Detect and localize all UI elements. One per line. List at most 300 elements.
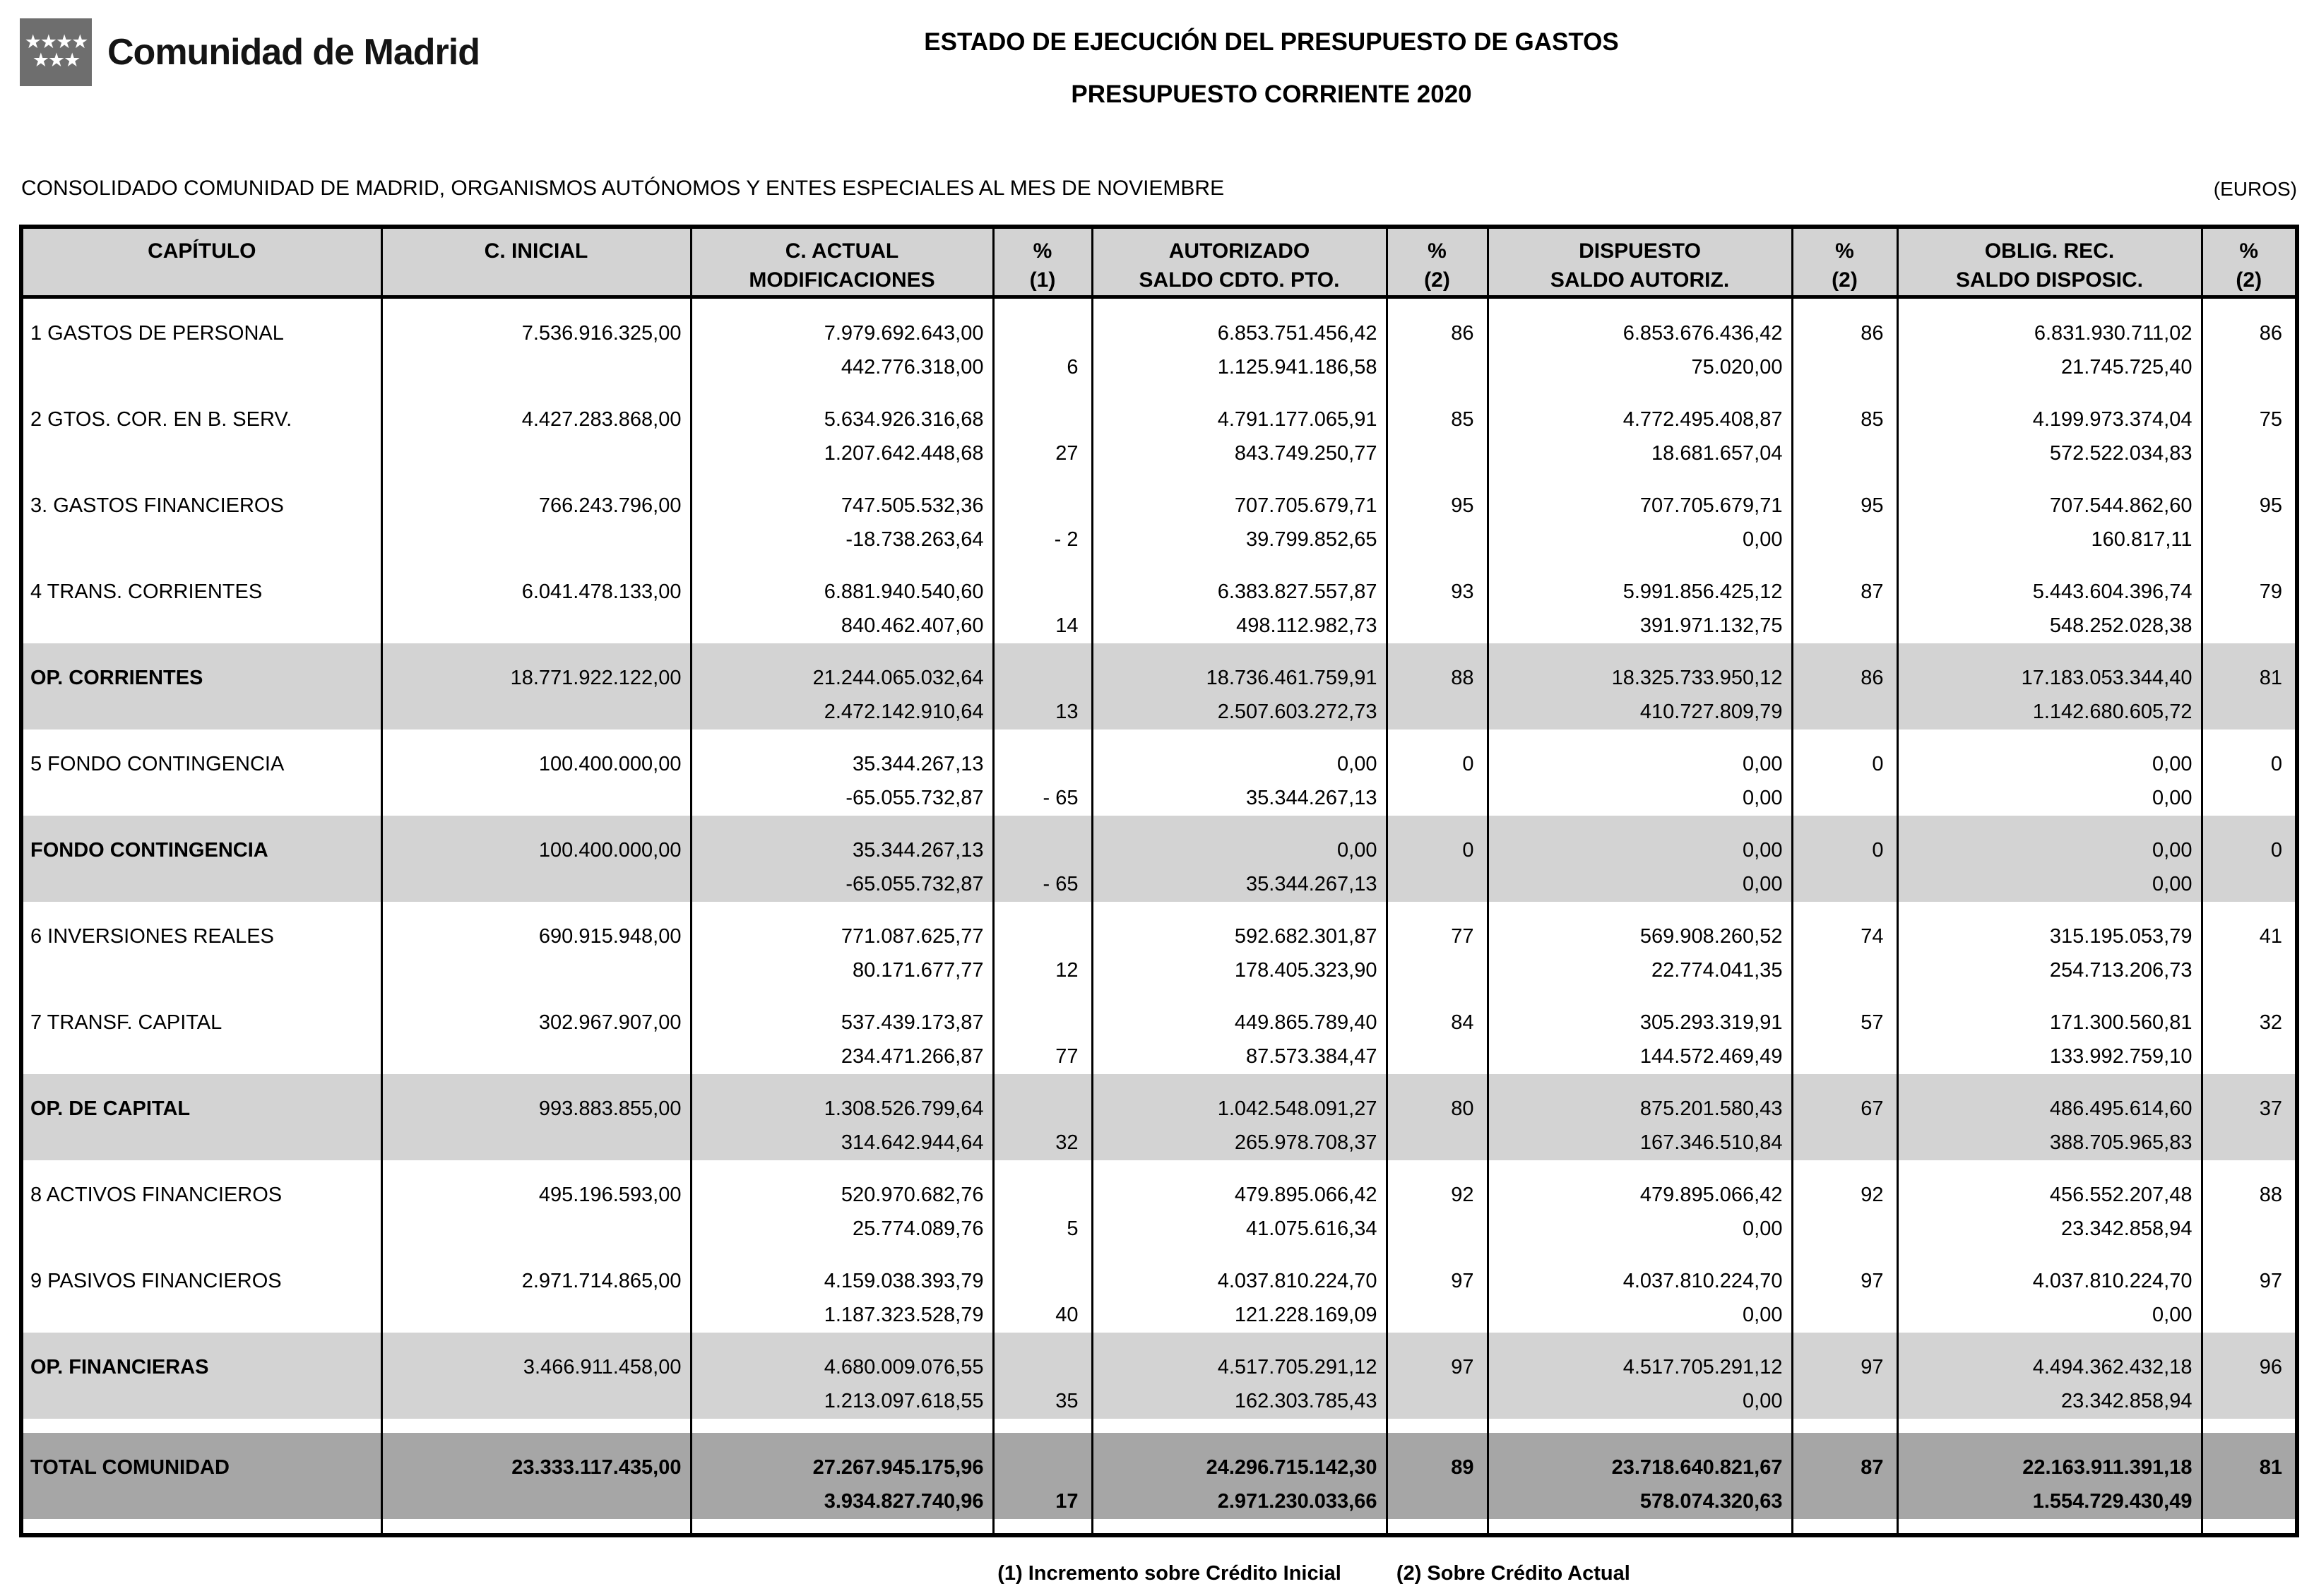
cell-line: 89 [1451, 1456, 1474, 1479]
cell-line [383, 1297, 690, 1333]
cell-line [23, 1383, 381, 1419]
column-header-text [23, 266, 381, 295]
cell-c-actual [691, 1333, 993, 1419]
cell-autorizado [1092, 1333, 1387, 1419]
cell-c-actual [691, 1433, 993, 1519]
column-header-text: % [1033, 239, 1052, 263]
cell-line [1793, 1484, 1897, 1519]
cell-line: 12 [1055, 959, 1079, 982]
cell-line: 520.970.682,76 [841, 1184, 984, 1206]
cell-oblig-rec [1897, 385, 2202, 471]
cell-line: 22.774.041,35 [1651, 959, 1783, 982]
cell-pct-dispuesto [1792, 385, 1897, 471]
spacer-cell [1897, 1419, 2202, 1433]
cell-line: 35.344.267,13 [853, 753, 984, 775]
cell-line: 41 [2259, 925, 2282, 948]
cell-line: 25.774.089,76 [853, 1217, 984, 1240]
cell-line [1793, 1039, 1897, 1074]
cell-line [2203, 436, 2296, 471]
cell-autorizado [1092, 902, 1387, 988]
column-header-0 [21, 227, 381, 297]
cell-line: 18.681.657,04 [1651, 442, 1783, 465]
cell-oblig-rec [1897, 297, 2202, 386]
cell-line: 1.207.642.448,68 [824, 442, 984, 465]
cell-pct-modif [993, 643, 1092, 729]
cell-line [2203, 953, 2296, 988]
cell-c-inicial [381, 643, 691, 729]
cell-line [1388, 694, 1487, 729]
cell-line: 7.979.692.643,00 [824, 322, 984, 345]
cell-line: 86 [2259, 322, 2282, 345]
cell-pct-dispuesto [1792, 557, 1897, 643]
cell-line: 41.075.616,34 [1246, 1217, 1377, 1240]
cell-line [23, 350, 381, 385]
spacer-cell [691, 1519, 993, 1535]
cell-line: 1.187.323.528,79 [824, 1304, 984, 1326]
cell-line: 391.971.132,75 [1639, 614, 1783, 637]
cell-line: 6 INVERSIONES REALES [30, 925, 274, 948]
cell-dispuesto [1488, 643, 1792, 729]
cell-pct-oblig [2202, 297, 2297, 386]
cell-line [2203, 1039, 2296, 1074]
cell-line: 171.300.560,81 [2049, 1011, 2193, 1034]
cell-pct-oblig [2202, 643, 2297, 729]
cell-line [383, 1125, 690, 1160]
cell-line [1388, 1125, 1487, 1160]
cell-line: 0,00 [1743, 528, 1783, 551]
cell-pct-dispuesto [1792, 816, 1897, 902]
cell-line [2203, 1297, 2296, 1333]
cell-line: -65.055.732,87 [846, 787, 984, 809]
cell-pct-oblig [2202, 902, 2297, 988]
cell-line [2203, 1484, 2296, 1519]
column-header-text: DISPUESTO [1579, 239, 1701, 263]
cell-line: 97 [1451, 1270, 1474, 1292]
cell-line [995, 748, 1091, 780]
cell-line: 32 [2259, 1011, 2282, 1034]
cell-line [1793, 694, 1897, 729]
cell-capitulo [21, 643, 381, 729]
cell-pct-modif [993, 1333, 1092, 1419]
spacer-cell [21, 1419, 381, 1433]
cell-line: 456.552.207,48 [2049, 1184, 2193, 1206]
spacer-cell [2202, 1419, 2297, 1433]
cell-line [1793, 1211, 1897, 1246]
cell-line [1793, 867, 1897, 902]
cell-line: 840.462.407,60 [841, 614, 984, 637]
cell-line: 80.171.677,77 [853, 959, 984, 982]
table-row [21, 557, 2297, 643]
cell-dispuesto [1488, 1246, 1792, 1333]
table-row [21, 816, 2297, 902]
cell-pct-modif [993, 902, 1092, 988]
cell-line: 18.736.461.759,91 [1206, 667, 1377, 689]
cell-capitulo [21, 471, 381, 557]
cell-c-actual [691, 297, 993, 386]
cell-line: 4.037.810.224,70 [1622, 1270, 1783, 1292]
cell-line: 1.213.097.618,55 [824, 1390, 984, 1412]
column-header-text [383, 266, 690, 295]
cell-c-inicial [381, 471, 691, 557]
cell-line [23, 1125, 381, 1160]
table-row [21, 643, 2297, 729]
cell-line: 6.041.478.133,00 [521, 580, 682, 603]
cell-line [2203, 608, 2296, 643]
cell-pct-autorizado [1387, 1333, 1488, 1419]
cell-line: 0,00 [1743, 787, 1783, 809]
cell-line: 0,00 [1743, 1217, 1783, 1240]
spacer-row [21, 1519, 2297, 1535]
cell-line: 35.344.267,13 [853, 839, 984, 862]
cell-pct-dispuesto [1792, 1433, 1897, 1519]
cell-dispuesto [1488, 729, 1792, 816]
cell-line: 18.325.733.950,12 [1611, 667, 1783, 689]
cell-line [1793, 350, 1897, 385]
cell-line [1793, 1125, 1897, 1160]
cell-line: 100.400.000,00 [538, 753, 682, 775]
cell-c-inicial [381, 385, 691, 471]
cell-line: 707.705.679,71 [1234, 494, 1377, 517]
spacer-cell [1092, 1519, 1387, 1535]
cell-autorizado [1092, 643, 1387, 729]
cell-c-actual [691, 729, 993, 816]
cell-line [23, 694, 381, 729]
cell-autorizado [1092, 557, 1387, 643]
cell-line: 2.472.142.910,64 [824, 701, 984, 723]
cell-oblig-rec [1897, 988, 2202, 1074]
cell-line: 35.344.267,13 [1246, 787, 1377, 809]
table-row [21, 729, 2297, 816]
cell-line: - 65 [1043, 787, 1079, 809]
cell-line [995, 662, 1091, 694]
cell-line [1388, 1484, 1487, 1519]
cell-line: 14 [1055, 614, 1079, 637]
cell-line: 7 TRANSF. CAPITAL [30, 1011, 222, 1034]
column-header-7 [1792, 227, 1897, 297]
cell-line: 4.772.495.408,87 [1622, 408, 1783, 431]
cell-line: 305.293.319,91 [1639, 1011, 1783, 1034]
cell-oblig-rec [1897, 1333, 2202, 1419]
cell-line [23, 1484, 381, 1519]
cell-line: 95 [1861, 494, 1884, 517]
budget-execution-table [19, 225, 2299, 1537]
table-row [21, 1160, 2297, 1246]
cell-line: 0,00 [1337, 839, 1377, 862]
madrid-flag-icon [20, 18, 92, 86]
cell-line: 0,00 [1743, 1390, 1783, 1412]
cell-line: 160.817,11 [2091, 528, 2193, 551]
cell-line: 315.195.053,79 [2049, 925, 2193, 948]
cell-line [995, 576, 1091, 608]
cell-line: 4.037.810.224,70 [1217, 1270, 1377, 1292]
cell-line: 18.771.922.122,00 [510, 667, 682, 689]
cell-line: 0 [1872, 753, 1884, 775]
cell-line: 4.199.973.374,04 [2032, 408, 2193, 431]
column-header-3 [993, 227, 1092, 297]
cell-oblig-rec [1897, 471, 2202, 557]
cell-pct-autorizado [1387, 1160, 1488, 1246]
cell-line: 93 [1451, 580, 1474, 603]
cell-line: 23.342.858,94 [2061, 1390, 2193, 1412]
cell-line [23, 780, 381, 816]
cell-line: 479.895.066,42 [1639, 1184, 1783, 1206]
cell-line: 144.572.469,49 [1639, 1045, 1783, 1068]
cell-line: 1.308.526.799,64 [824, 1097, 984, 1120]
cell-line: 6.383.827.557,87 [1217, 580, 1377, 603]
cell-line: 265.978.708,37 [1234, 1131, 1377, 1154]
cell-autorizado [1092, 1246, 1387, 1333]
cell-pct-modif [993, 1074, 1092, 1160]
spacer-cell [1897, 1519, 2202, 1535]
cell-line [383, 608, 690, 643]
cell-line: 167.346.510,84 [1639, 1131, 1783, 1154]
cell-line: 2.971.230.033,66 [1217, 1490, 1377, 1513]
cell-line: OP. DE CAPITAL [30, 1097, 191, 1120]
cell-c-inicial [381, 729, 691, 816]
cell-line [23, 608, 381, 643]
spacer-cell [2202, 1519, 2297, 1535]
cell-line [1388, 953, 1487, 988]
cell-pct-modif [993, 1160, 1092, 1246]
column-header-text: % [1835, 239, 1854, 263]
cell-capitulo [21, 1246, 381, 1333]
cell-line: 32 [1055, 1131, 1079, 1154]
cell-line: -65.055.732,87 [846, 873, 984, 895]
cell-oblig-rec [1897, 902, 2202, 988]
cell-line [995, 920, 1091, 953]
cell-pct-dispuesto [1792, 988, 1897, 1074]
cell-line: 0,00 [2152, 839, 2193, 862]
cell-line [1388, 780, 1487, 816]
cell-c-inicial [381, 1333, 691, 1419]
cell-line: 4.680.009.076,55 [824, 1356, 984, 1378]
cell-line: 707.544.862,60 [2049, 494, 2193, 517]
cell-line [995, 1092, 1091, 1125]
cell-line [2203, 1383, 2296, 1419]
cell-line: 5 FONDO CONTINGENCIA [30, 753, 285, 775]
cell-line: 0,00 [1743, 1304, 1783, 1326]
cell-oblig-rec [1897, 643, 2202, 729]
cell-pct-dispuesto [1792, 1246, 1897, 1333]
cell-pct-oblig [2202, 1074, 2297, 1160]
cell-line [1793, 436, 1897, 471]
consolidation-subtitle: CONSOLIDADO COMUNIDAD DE MADRID, ORGANISMOS AUTÓNOMOS Y ENTES ESPECIALES AL MES DE NOVIEMBRE [21, 177, 1225, 200]
cell-pct-modif [993, 385, 1092, 471]
spacer-cell [993, 1519, 1092, 1535]
cell-line: 27.267.945.175,96 [812, 1456, 984, 1479]
cell-line [1793, 1297, 1897, 1333]
column-header-text: AUTORIZADO [1168, 239, 1310, 263]
cell-pct-modif [993, 297, 1092, 386]
spacer-cell [21, 1519, 381, 1535]
cell-line: 875.201.580,43 [1639, 1097, 1783, 1120]
cell-line: 22.163.911.391,18 [2022, 1456, 2193, 1479]
cell-line: 37 [2259, 1097, 2282, 1120]
cell-c-inicial [381, 297, 691, 386]
cell-line [383, 867, 690, 902]
column-header-text: CAPÍTULO [148, 239, 256, 263]
cell-pct-dispuesto [1792, 1160, 1897, 1246]
cell-pct-autorizado [1387, 643, 1488, 729]
cell-line: 100.400.000,00 [538, 839, 682, 862]
cell-line [2203, 1211, 2296, 1246]
cell-pct-modif [993, 729, 1092, 816]
cell-line: FONDO CONTINGENCIA [30, 839, 268, 862]
cell-line: 87 [1861, 580, 1884, 603]
cell-line: 747.505.532,36 [841, 494, 984, 517]
cell-line: 3. GASTOS FINANCIEROS [30, 494, 284, 517]
cell-pct-dispuesto [1792, 902, 1897, 988]
cell-line: 486.495.614,60 [2049, 1097, 2193, 1120]
cell-dispuesto [1488, 1433, 1792, 1519]
cell-line: 24.296.715.142,30 [1206, 1456, 1377, 1479]
flag-stars-row-top: ★★★★ [24, 31, 88, 52]
cell-line [995, 489, 1091, 522]
cell-oblig-rec [1897, 1433, 2202, 1519]
column-header-2 [691, 227, 993, 297]
cell-line: 2 GTOS. COR. EN B. SERV. [30, 408, 292, 431]
cell-line [383, 1211, 690, 1246]
cell-line: 690.915.948,00 [538, 925, 682, 948]
cell-line: 77 [1451, 925, 1474, 948]
cell-line: 0,00 [1743, 753, 1783, 775]
cell-line [383, 350, 690, 385]
spacer-cell [1092, 1419, 1387, 1433]
cell-pct-autorizado [1387, 471, 1488, 557]
cell-line: 80 [1451, 1097, 1474, 1120]
cell-line: 0 [1462, 753, 1474, 775]
cell-line: 1 GASTOS DE PERSONAL [30, 322, 284, 345]
cell-line [23, 1211, 381, 1246]
cell-pct-oblig [2202, 471, 2297, 557]
cell-line [2203, 1125, 2296, 1160]
cell-line: 766.243.796,00 [538, 494, 682, 517]
column-header-text: C. INICIAL [484, 239, 588, 263]
cell-pct-oblig [2202, 816, 2297, 902]
column-header-text: (2) [1424, 268, 1450, 292]
cell-line: 57 [1861, 1011, 1884, 1034]
cell-line: 537.439.173,87 [841, 1011, 984, 1034]
cell-line: 302.967.907,00 [538, 1011, 682, 1034]
cell-line: 75.020,00 [1691, 356, 1783, 379]
cell-pct-oblig [2202, 729, 2297, 816]
cell-line: 4.427.283.868,00 [521, 408, 682, 431]
cell-line: 592.682.301,87 [1234, 925, 1377, 948]
cell-line: 23.718.640.821,67 [1611, 1456, 1783, 1479]
column-header-text: MODIFICACIONES [749, 268, 935, 292]
cell-line: 495.196.593,00 [538, 1184, 682, 1206]
cell-dispuesto [1488, 816, 1792, 902]
cell-line: 254.713.206,73 [2049, 959, 2193, 982]
cell-pct-autorizado [1387, 297, 1488, 386]
cell-line: 162.303.785,43 [1234, 1390, 1377, 1412]
cell-line [995, 1451, 1091, 1484]
cell-line [383, 1383, 690, 1419]
cell-capitulo [21, 1333, 381, 1419]
cell-line: 95 [1451, 494, 1474, 517]
cell-pct-modif [993, 557, 1092, 643]
cell-line: - 2 [1054, 528, 1079, 551]
cell-c-actual [691, 988, 993, 1074]
cell-line [2203, 867, 2296, 902]
cell-autorizado [1092, 988, 1387, 1074]
cell-autorizado [1092, 297, 1387, 386]
cell-line: 92 [1861, 1184, 1884, 1206]
cell-line: 2.971.714.865,00 [521, 1270, 682, 1292]
cell-capitulo [21, 902, 381, 988]
table-row [21, 1246, 2297, 1333]
cell-pct-dispuesto [1792, 297, 1897, 386]
table-row [21, 297, 2297, 386]
cell-line [1388, 1297, 1487, 1333]
column-header-text: OBLIG. REC. [1984, 239, 2115, 263]
column-header-text: C. ACTUAL [785, 239, 899, 263]
cell-line: 442.776.318,00 [841, 356, 984, 379]
spacer-cell [381, 1519, 691, 1535]
cell-line: 4.791.177.065,91 [1217, 408, 1377, 431]
cell-line: 121.228.169,09 [1234, 1304, 1377, 1326]
cell-line: 707.705.679,71 [1639, 494, 1783, 517]
cell-line [383, 436, 690, 471]
cell-line [1793, 1383, 1897, 1419]
cell-oblig-rec [1897, 1246, 2202, 1333]
cell-line: 17.183.053.344,40 [2021, 667, 2193, 689]
cell-dispuesto [1488, 1333, 1792, 1419]
cell-line: 0,00 [2152, 1304, 2193, 1326]
cell-line: 1.125.941.186,58 [1217, 356, 1377, 379]
cell-line [1793, 608, 1897, 643]
cell-line [1388, 867, 1487, 902]
cell-line [383, 1484, 690, 1519]
cell-line [1388, 1383, 1487, 1419]
cell-line [995, 834, 1091, 867]
cell-line [2203, 780, 2296, 816]
brand-name: Comunidad de Madrid [107, 32, 480, 73]
title-line-2: PRESUPUESTO CORRIENTE 2020 [1071, 81, 1472, 108]
cell-line: 6.853.676.436,42 [1622, 322, 1783, 345]
cell-capitulo [21, 1074, 381, 1160]
cell-line: 0,00 [2152, 753, 2193, 775]
cell-c-inicial [381, 557, 691, 643]
table-row [21, 1074, 2297, 1160]
cell-line [383, 694, 690, 729]
cell-line: 1.554.729.430,49 [2032, 1490, 2193, 1513]
cell-pct-oblig [2202, 988, 2297, 1074]
cell-line: 75 [2259, 408, 2282, 431]
spacer-cell [381, 1419, 691, 1433]
cell-pct-dispuesto [1792, 729, 1897, 816]
cell-c-actual [691, 643, 993, 729]
cell-line: 88 [1451, 667, 1474, 689]
cell-c-actual [691, 557, 993, 643]
cell-oblig-rec [1897, 816, 2202, 902]
spacer-cell [1792, 1519, 1897, 1535]
cell-c-inicial [381, 1074, 691, 1160]
cell-line: 314.642.944,64 [841, 1131, 984, 1154]
spacer-cell [993, 1419, 1092, 1433]
cell-line: 81 [2259, 667, 2282, 689]
table-row [21, 1433, 2297, 1519]
cell-c-actual [691, 1074, 993, 1160]
cell-line [23, 522, 381, 557]
spacer-cell [1488, 1419, 1792, 1433]
cell-line: 1.042.548.091,27 [1217, 1097, 1377, 1120]
cell-dispuesto [1488, 297, 1792, 386]
cell-pct-autorizado [1387, 557, 1488, 643]
cell-line: 0,00 [1337, 753, 1377, 775]
cell-c-actual [691, 471, 993, 557]
table-row [21, 385, 2297, 471]
